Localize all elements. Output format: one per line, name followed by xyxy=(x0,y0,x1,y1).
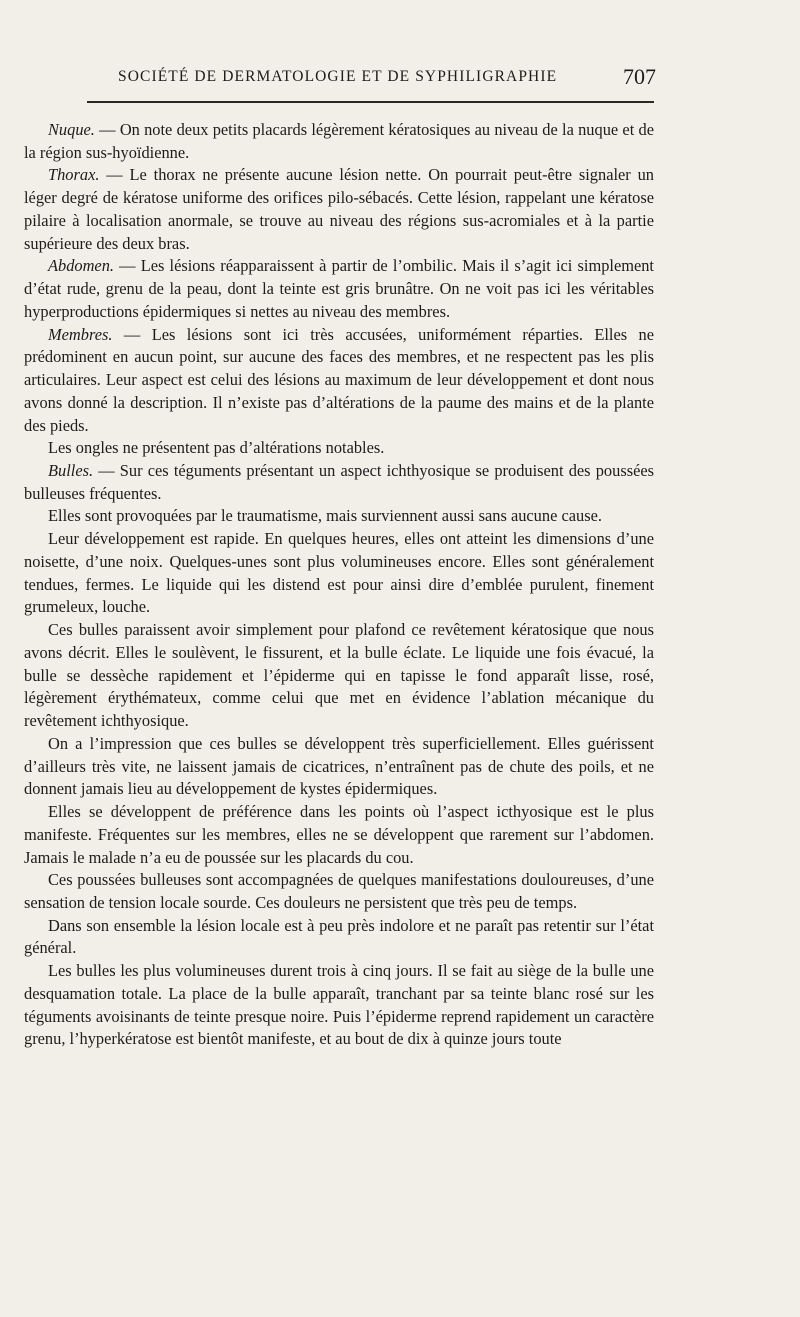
paragraph-membres xyxy=(24,324,654,438)
header-rule xyxy=(87,101,654,103)
paragraph-text: Ces bulles paraissent avoir simplement pour plafond ce revêtement kératosique que nous avons décrit. Elles le soulèvent, le fissurent, et la bulle éclate. Le liquide une fois évacué, la bulle se dessèche rapidement et l’épiderme qui en tapisse le fond apparaît lisse, rosé, légèrement érythémateux, comme celui que met en évidence l’ablation mécanique du revêtement ichthyosique. xyxy=(24,620,654,731)
paragraph xyxy=(24,528,654,619)
body-text xyxy=(24,119,654,1051)
paragraph xyxy=(24,869,654,914)
section-lead: Abdomen. xyxy=(48,256,115,276)
paragraph-text: Ces poussées bulleuses sont accompagnées de quelques manifestations douloureuses, d’une sensation de tension locale sourde. Ces douleurs ne persistent que très peu de temps. xyxy=(24,870,654,912)
paragraph-abdomen xyxy=(24,255,654,323)
paragraph-text: Les ongles ne présentent pas d’altérations notables. xyxy=(48,438,385,458)
paragraph-text: Elles se développent de préférence dans les points où l’aspect icthyosique est le plus manifeste. Fréquentes sur les membres, elles ne se développent que rarement sur l’abdomen. Jamais le malade n’a eu de poussée sur les placards du cou. xyxy=(24,802,654,867)
paragraph-nuque xyxy=(24,119,654,164)
page-number: 707 xyxy=(623,64,656,89)
paragraph xyxy=(24,733,654,801)
paragraph xyxy=(24,915,654,960)
paragraph-text: On a l’impression que ces bulles se développent très superficiellement. Elles guérissent d’ailleurs très vite, ne laissent jamais de cicatrices, n’entraînent pas de chute des poils, et ne donnent jamais lieu au développement de kystes épidermiques. xyxy=(24,733,654,799)
paragraph-text: Les bulles les plus volumineuses durent trois à cinq jours. Il se fait au siège de la bulle une desquamation totale. La place de la bulle apparaît, tranchant par sa teinte blanc rosé sur les téguments avoisinants de teinte presque noire. Puis l’épiderme reprend rapidement un caractère grenu, l’hyperkératose est bientôt manifeste, et au bout de dix à quinze jours toute xyxy=(24,961,654,1049)
paragraph-text: — Le thorax ne présente aucune lésion nette. On pourrait peut-être signaler un léger degré de kératose uniforme des orifices pilo-sébacés. Cette lésion, rappelant une kératose pilaire à localisation anormale, se trouve au niveau des régions sus-acromiales et à la partie supérieure des deux bras. xyxy=(24,165,654,253)
section-lead: Nuque. xyxy=(48,120,95,139)
paragraph xyxy=(24,960,654,1051)
paragraph xyxy=(24,619,654,733)
paragraph-text: — Les lésions réapparaissent à partir de l’ombilic. Mais il s’agit ici simplement d’état rude, grenu de la peau, dont la teinte est gris brunâtre. On ne voit pas ici les véritables hyperproductions épidermiques si nettes au niveau des membres. xyxy=(24,256,654,321)
paragraph-text: Dans son ensemble la lésion locale est à peu près indolore et ne paraît pas retentir sur l’état général. xyxy=(24,915,654,958)
section-lead: Bulles. xyxy=(48,461,94,481)
section-lead: Thorax. xyxy=(48,165,100,185)
page-header xyxy=(118,64,656,94)
section-lead: Membres. xyxy=(48,324,113,344)
paragraph-text: Elles sont provoquées par le traumatisme, mais surviennent aussi sans aucune cause. xyxy=(48,506,602,526)
paragraph xyxy=(24,437,654,460)
paragraph xyxy=(24,801,654,869)
paragraph-text: — On note deux petits placards légèrement kératosiques au niveau de la nuque et de la région sus-hyoïdienne. xyxy=(24,120,654,162)
paragraph-thorax xyxy=(24,164,654,255)
paragraph-bulles xyxy=(24,460,654,505)
paragraph-text: — Les lésions sont ici très accusées, uniformément réparties. Elles ne prédominent en aucun point, sur aucune des faces des membres, et ne respectent pas les plis articulaires. Leur aspect est celui des lésions au maximum de leur développement et dont nous avons donné la description. Il n’existe pas d’altérations de la paume des mains et de la plante des pieds. xyxy=(24,324,654,435)
paragraph xyxy=(24,505,654,528)
running-title: SOCIÉTÉ DE DERMATOLOGIE ET DE SYPHILIGRAPHIE xyxy=(118,68,558,85)
paragraph-text: — Sur ces téguments présentant un aspect ichthyosique se produisent des poussées bulleuses fréquentes. xyxy=(24,461,654,503)
paragraph-text: Leur développement est rapide. En quelques heures, elles ont atteint les dimensions d’une noisette, d’une noix. Quelques-unes sont plus volumineuses encore. Elles sont généralement tendues, fermes. Le liquide qui les distend est pour ainsi dire d’emblée purulent, finement grumeleux, louche. xyxy=(24,529,654,617)
